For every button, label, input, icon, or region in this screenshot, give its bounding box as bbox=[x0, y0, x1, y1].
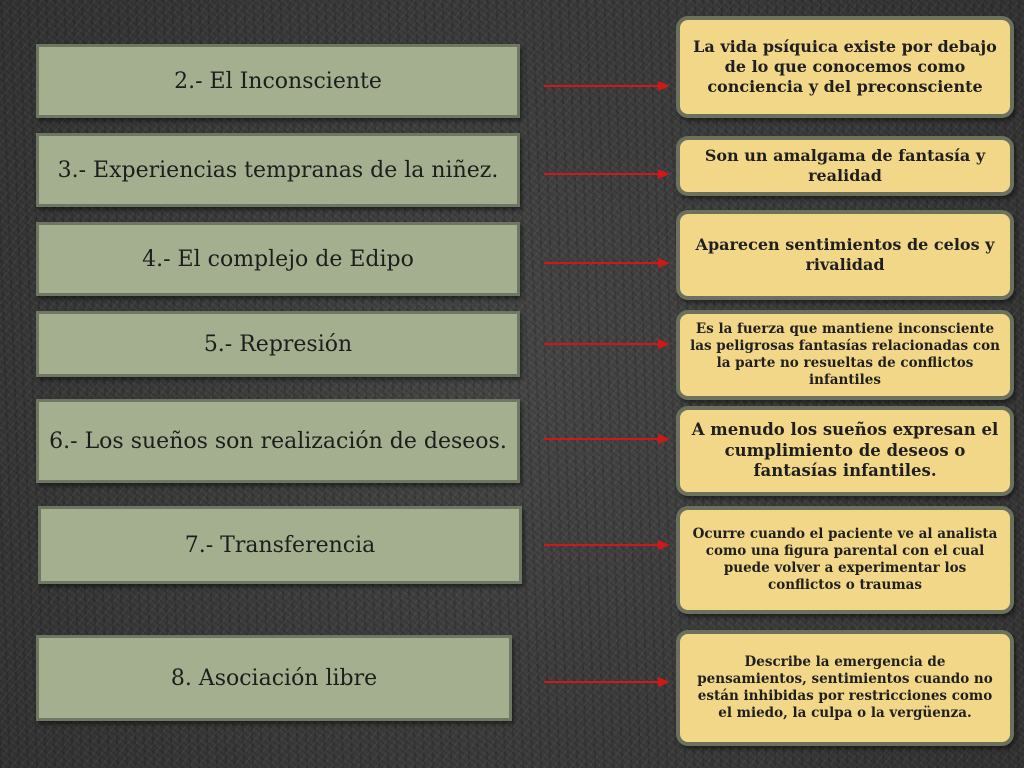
description-box-experiencias bbox=[676, 136, 1014, 196]
connector-arrow bbox=[544, 256, 670, 270]
description-box-transferencia bbox=[676, 506, 1014, 614]
connector-arrow bbox=[544, 432, 670, 446]
concept-label: 6.- Los sueños son realización de deseos. bbox=[49, 428, 507, 454]
description-text: A menudo los sueños expresan el cumplimiento de deseos o fantasías infantiles. bbox=[691, 420, 999, 481]
concept-box-inconsciente bbox=[36, 44, 520, 118]
description-box-edipo bbox=[676, 210, 1014, 300]
concept-box-asociacion bbox=[36, 635, 512, 721]
concept-label: 3.- Experiencias tempranas de la niñez. bbox=[57, 157, 499, 183]
description-box-asociacion bbox=[676, 630, 1014, 746]
connector-arrow bbox=[544, 79, 670, 93]
concept-box-experiencias bbox=[36, 133, 520, 207]
concept-label: 5.- Represión bbox=[203, 331, 353, 357]
description-box-inconsciente bbox=[676, 16, 1014, 118]
connector-arrow bbox=[544, 538, 670, 552]
concept-box-transferencia bbox=[38, 506, 522, 584]
concept-box-represion bbox=[36, 311, 520, 377]
concept-label: 4.- El complejo de Edipo bbox=[142, 246, 414, 272]
description-text: Es la fuerza que mantiene inconsciente las peligrosas fantasías relacionadas con la parte no resueltas de conflictos infantiles bbox=[690, 321, 1000, 388]
concept-label: 7.- Transferencia bbox=[184, 532, 376, 558]
connector-arrow bbox=[544, 167, 670, 181]
description-text: La vida psíquica existe por debajo de lo que conocemos como conciencia y del preconsciente bbox=[693, 37, 997, 96]
description-text: Ocurre cuando el paciente ve al analista como una figura parental con el cual puede volver a experimentar los conflictos o traumas bbox=[692, 526, 998, 593]
concept-label: 2.- El Inconsciente bbox=[174, 68, 382, 94]
description-text: Son un amalgama de fantasía y realidad bbox=[704, 146, 986, 185]
concept-box-edipo bbox=[36, 222, 520, 296]
concept-box-suenos bbox=[36, 399, 520, 483]
description-box-suenos bbox=[676, 406, 1014, 496]
description-text: Aparecen sentimientos de celos y rivalidad bbox=[695, 235, 995, 274]
connector-arrow bbox=[544, 337, 670, 351]
concept-label: 8. Asociación libre bbox=[170, 665, 378, 691]
connector-arrow bbox=[544, 675, 670, 689]
description-text: Describe la emergencia de pensamientos, sentimientos cuando no están inhibidas por restricciones como el miedo, la culpa o la vergüenza. bbox=[697, 654, 993, 721]
description-box-represion bbox=[676, 310, 1014, 400]
